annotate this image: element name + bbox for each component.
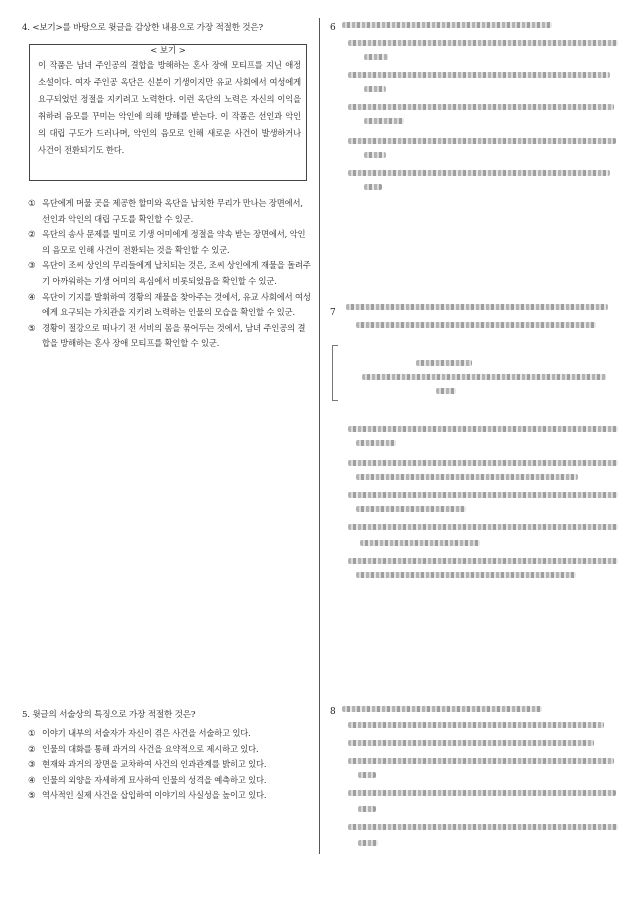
blurred-text-line [348, 524, 618, 530]
blurred-text-line [436, 388, 456, 394]
question-6-number: 6 [330, 23, 336, 33]
blurred-text-line [358, 772, 376, 778]
choice-number: ① [28, 198, 36, 208]
choice-text: 인물의 외양을 자세하게 묘사하여 인물의 성격을 예측하고 있다. [42, 774, 267, 785]
blurred-text-line [356, 322, 596, 328]
choice-number: ② [28, 743, 36, 754]
choice-item[interactable] [28, 726, 312, 742]
choice-text: 현재와 과거의 장면을 교차하여 사건의 인과관계를 밝히고 있다. [42, 759, 267, 770]
bogi-title: < 보기 > [144, 45, 192, 55]
choice-item[interactable] [28, 773, 312, 789]
blurred-text-line [364, 118, 404, 124]
blurred-text-line [348, 558, 618, 564]
choice-number: ④ [28, 774, 36, 785]
choice-number: ⑤ [28, 322, 36, 333]
blurred-text-line [362, 374, 606, 380]
blurred-text-line [364, 86, 386, 92]
blurred-text-line [356, 506, 466, 512]
blurred-text-line [342, 22, 552, 28]
choice-text: 옥단에게 머물 곳을 제공한 할미와 옥단을 납치한 무리가 만나는 장면에서, 선인과 악인의 대립 구도를 확인할 수 있군. [42, 198, 303, 224]
blurred-text-line [360, 540, 480, 546]
choice-text: 이야기 내부의 서술자가 자신이 겪은 사건을 서술하고 있다. [42, 728, 251, 738]
blurred-text-line [348, 492, 618, 498]
choice-text: 역사적인 실제 사건을 삽입하여 이야기의 사실성을 높이고 있다. [42, 790, 267, 801]
choice-item[interactable] [28, 757, 312, 773]
blurred-text-line [416, 360, 472, 366]
choice-text: 옥단의 송사 문제를 빌미로 기생 어미에게 정절을 약속 받는 장면에서, 악인의 음모로 인해 사건이 전환되는 것을 확인할 수 있군. [42, 229, 306, 255]
blurred-text-line [348, 824, 618, 830]
question-4-stem: 4. <보기>를 바탕으로 윗글을 감상한 내용으로 가장 적절한 것은? [22, 23, 263, 33]
choice-item[interactable] [28, 742, 312, 758]
blurred-text-line [348, 40, 618, 46]
blurred-text-line [348, 460, 618, 466]
choice-text: 인물의 대화를 통해 과거의 사건을 요약적으로 제시하고 있다. [42, 743, 259, 754]
blurred-text-line [364, 184, 382, 190]
choice-item[interactable] [28, 258, 312, 289]
blurred-text-line [348, 72, 610, 78]
blurred-text-line [348, 104, 614, 110]
blurred-text-line [364, 152, 386, 158]
choice-item[interactable] [28, 321, 312, 352]
choice-text: 경황이 절강으로 떠나기 전 서비의 몸을 묶어두는 것에서, 남녀 주인공의 결합을 방해하는 혼사 장애 모티프를 확인할 수 있군. [42, 322, 306, 349]
choice-number: ⑤ [28, 790, 36, 801]
blurred-text-line [348, 790, 616, 796]
choice-item[interactable] [28, 290, 312, 321]
bogi-text: 이 작품은 남녀 주인공의 결합을 방해하는 혼사 장애 모티프를 지닌 애정 소설이다. 여자 주인공 옥단은 신분이 기생이지만 유교 사회에서 여성에게 요구되었던 정절을 지키려고 노력한다. 이런 옥단의 노력은 자신의 이익을 취하려 음모를 꾸미는 악인에 의해 방해를 받는다. 이 작품은 선인과 악인의 대립 구도가 드러나며, 악인의 음모로 인해 새로운 사건이 발생하거나 사건이 전환되기도 한다. [38, 60, 301, 155]
blurred-text-line [346, 304, 608, 310]
question-4-choices [28, 196, 312, 352]
choice-number: ④ [28, 291, 36, 302]
question-5-stem: 5. 윗글의 서술상의 특징으로 가장 적절한 것은? [22, 710, 196, 720]
blurred-text-line [348, 758, 614, 764]
blurred-bracket [332, 345, 338, 401]
choice-item[interactable] [28, 196, 312, 227]
question-8-number: 8 [330, 707, 336, 717]
choice-item[interactable] [28, 227, 312, 258]
choice-text: 옥단이 기지를 발휘하여 경황의 재물을 찾아주는 것에서, 유교 사회에서 여성에게 요구되는 가치관을 지키려 노력하는 인물의 모습을 확인할 수 있군. [42, 291, 311, 318]
choice-number: ① [28, 728, 36, 738]
blurred-text-line [356, 474, 578, 480]
choice-number: ② [28, 229, 36, 240]
blurred-text-line [348, 138, 616, 144]
blurred-text-line [348, 426, 618, 432]
question-7-number: 7 [330, 308, 336, 318]
blurred-text-line [356, 572, 576, 578]
blurred-text-line [358, 806, 376, 812]
choice-text: 옥단이 조씨 상인의 무리들에게 납치되는 것은, 조씨 상인에게 재물을 돌려주기 아까워하는 기생 어미의 욕심에서 비롯되었음을 확인할 수 있군. [42, 260, 311, 286]
column-divider [319, 18, 320, 854]
blurred-text-line [348, 740, 594, 746]
blurred-text-line [348, 722, 604, 728]
blurred-text-line [358, 840, 378, 846]
bogi-box [29, 44, 307, 181]
choice-number: ③ [28, 759, 36, 770]
blurred-text-line [348, 170, 610, 176]
blurred-text-line [364, 54, 388, 60]
choice-number: ③ [28, 260, 36, 271]
blurred-text-line [356, 440, 396, 446]
question-5-choices [28, 726, 312, 804]
blurred-text-line [342, 706, 542, 712]
choice-item[interactable] [28, 788, 312, 804]
